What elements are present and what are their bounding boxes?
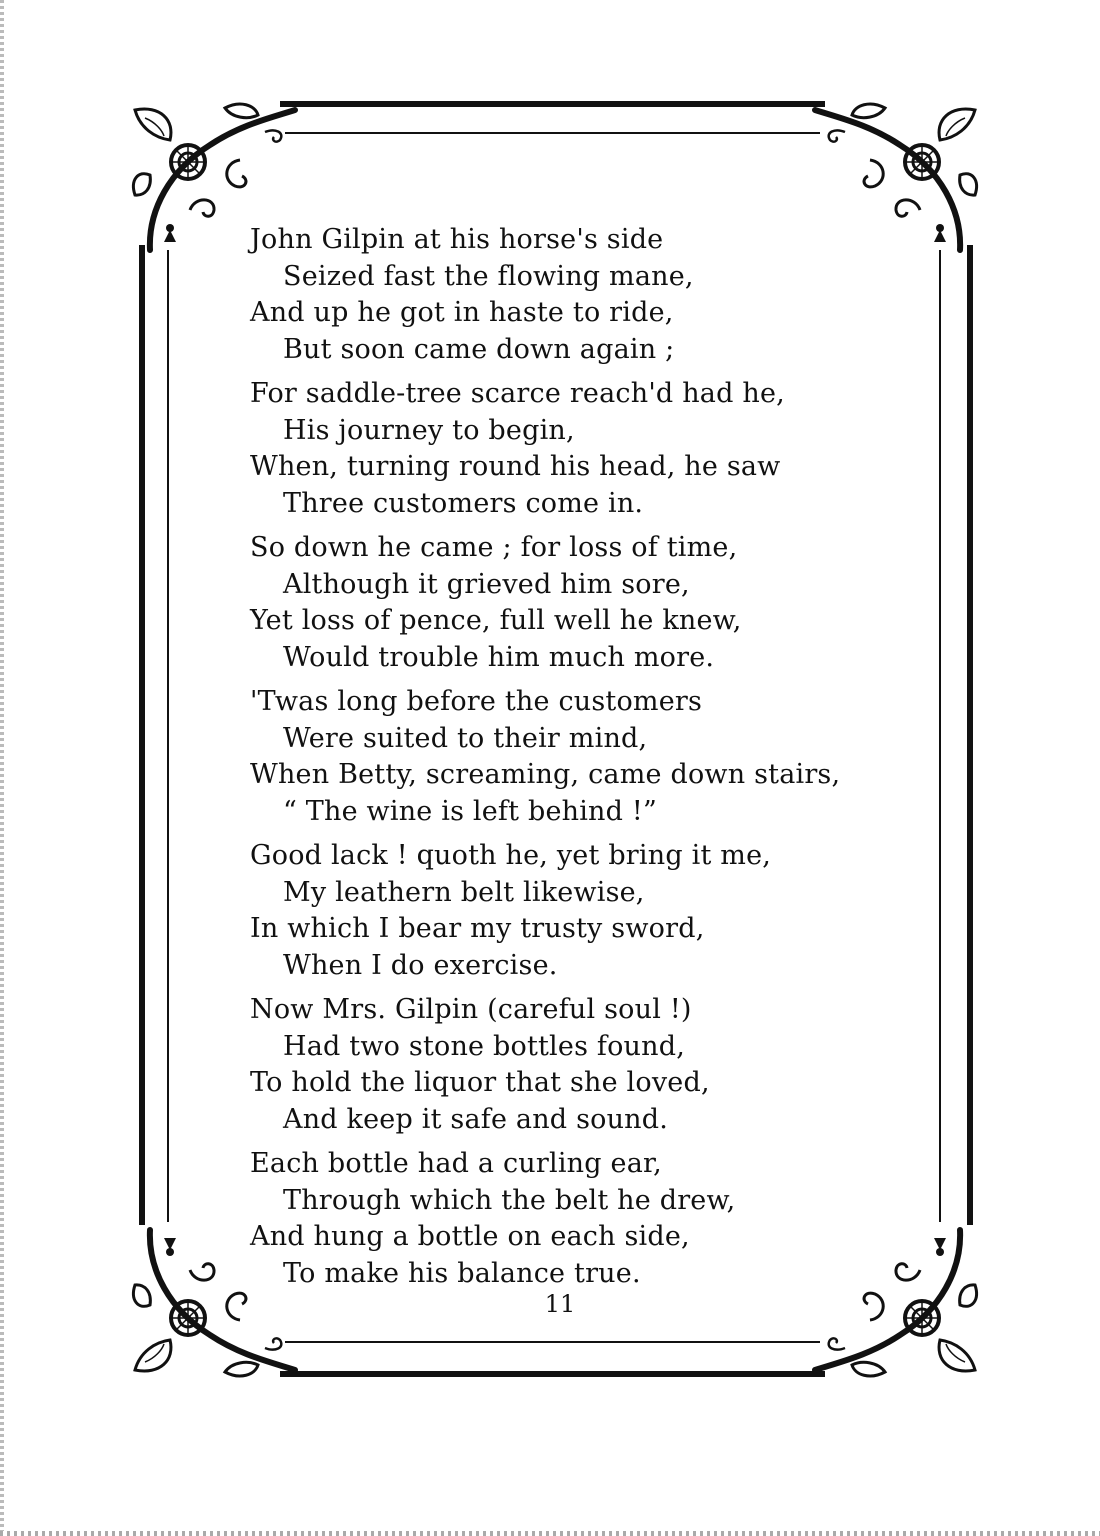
stanza-6 [250,992,890,1138]
poem-line: Good lack ! quoth he, yet bring it me, [250,840,772,871]
poem-line: But soon came down again ; [283,333,675,365]
poem-line: Would trouble him much more. [283,641,715,673]
poem-line: 'Twas long before the customers [250,686,703,717]
stanza-2 [250,376,890,522]
poem-line: John Gilpin at his horse's side [250,224,664,255]
stanza-1 [250,222,890,368]
poem-line: In which I bear my trusty sword, [250,913,705,944]
poem-line: Now Mrs. Gilpin (careful soul !) [250,994,692,1025]
poem-line: When, turning round his head, he saw [250,451,781,482]
poem-line: “ The wine is left behind !” [283,795,657,827]
poem-line: My leathern belt likewise, [283,876,645,908]
poem-line: Had two stone bottles found, [283,1030,686,1062]
stanza-4 [250,684,890,830]
poem-line: Through which the belt he drew, [283,1184,736,1216]
poem-line: Yet loss of pence, full well he knew, [250,605,742,636]
page-number: 11 [544,1290,576,1318]
poem-line: So down he came ; for loss of time, [250,532,738,563]
poem-line: Were suited to their mind, [283,722,648,754]
stanza-5 [250,838,890,984]
poem-line: And up he got in haste to ride, [250,297,674,328]
stanza-3 [250,530,890,676]
stanza-7 [250,1146,890,1292]
poem-line: When Betty, screaming, came down stairs, [250,759,841,790]
poem-line: To hold the liquor that she loved, [250,1067,710,1098]
poem-line: His journey to begin, [283,414,575,446]
poem-line: For saddle-tree scarce reach'd had he, [250,378,785,409]
poem-line: Each bottle had a curling ear, [250,1148,662,1179]
poem-line: Seized fast the flowing mane, [283,260,694,292]
poem-line: And keep it safe and sound. [283,1103,669,1135]
poem-line: Although it grieved him sore, [283,568,690,600]
poem-line: When I do exercise. [283,949,558,981]
poem-body [250,222,890,1300]
poem-line: Three customers come in. [283,487,644,519]
poem-line: To make his balance true. [283,1257,641,1289]
poem-line: And hung a bottle on each side, [250,1221,690,1252]
